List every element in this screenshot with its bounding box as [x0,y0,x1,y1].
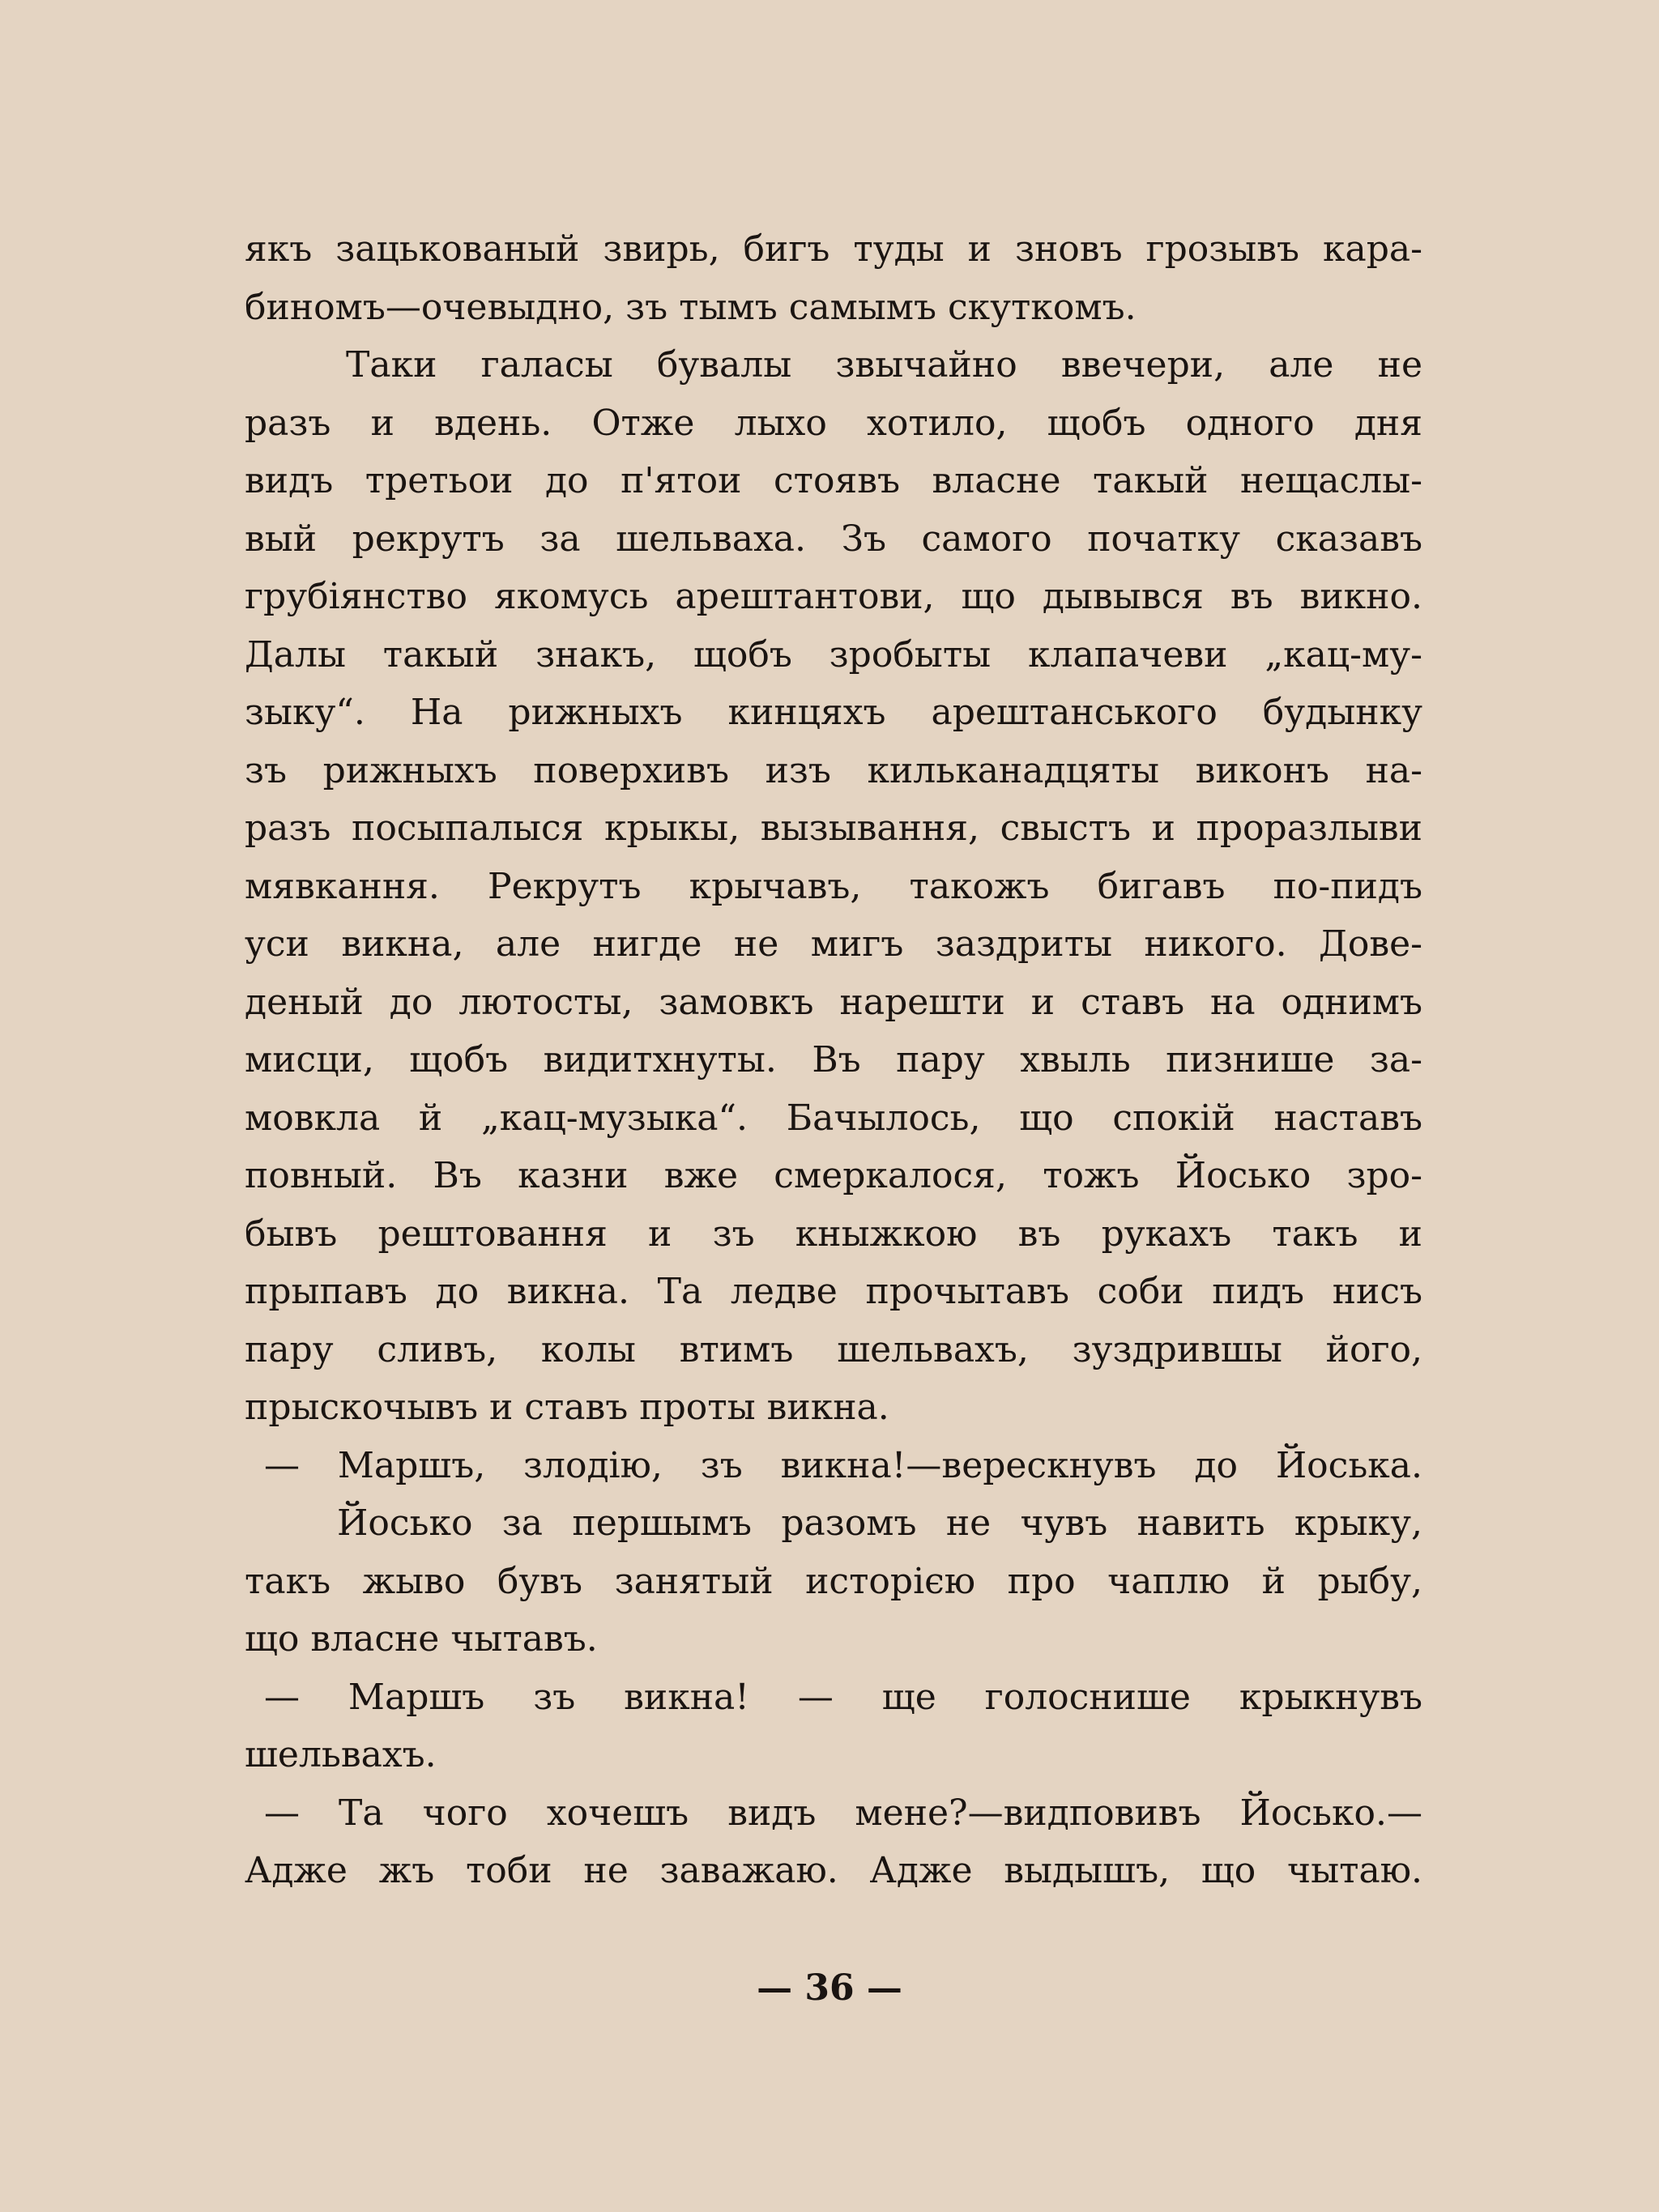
text-line-21: прыскочывъ и ставъ проты викна. [245,1387,889,1428]
text-line-9: зыку“. На рижныхъ кинцяхъ арештанського будынку [245,692,1422,733]
text-line-16: мовкла й „кац-музыка“. Бачылось, що спокій наставъ [245,1097,1422,1139]
page-number: — 36 — [757,1967,902,2009]
text-line-28: — Та чого хочешъ видъ мене?—видповивъ Йосько.— [264,1792,1422,1834]
text-line-10: зъ рижныхъ поверхивъ изъ кильканадцяты виконъ на- [245,749,1422,791]
text-line-12: мявкання. Рекрутъ крычавъ, такожъ бигавъ по-пидъ [245,865,1422,907]
text-line-22: — Маршъ, злодію, зъ викна!—верескнувъ до Йоська. [264,1444,1422,1486]
text-line-5: видъ третьои до п'ятои стоявъ власне такый нещаслы- [245,460,1422,501]
text-line-18: бывъ рештовання и зъ кныжкою въ рукахъ такъ и [245,1213,1422,1255]
text-line-8: Далы такый знакъ, щобъ зробыты клапачеви „кац-му- [245,633,1422,676]
text-line-6: вый рекрутъ за шельваха. Зъ самого початку сказавъ [245,518,1422,560]
text-line-26: — Маршъ зъ викна! — ще голоснише крыкнувъ [264,1676,1422,1718]
text-line-24: такъ жыво бувъ занятый исторією про чаплю й рыбу, [245,1560,1422,1602]
text-line-4: разъ и вдень. Отже лыхо хотило, щобъ одного дня [245,402,1422,444]
text-line-11: разъ посыпалыся крыкы, вызывання, свыстъ и проразлыви [245,808,1422,849]
text-line-15: мисци, щобъ видитхнуты. Въ пару хвыль пизнише за- [245,1039,1422,1080]
body-text [245,220,1422,1900]
text-line-14: деный до лютосты, замовкъ нарешти и ставъ на однимъ [245,981,1422,1023]
text-line-7: грубіянство якомусь арештантови, що дывывся въ викно. [245,576,1422,617]
text-line-19: прыпавъ до викна. Та ледве прочытавъ соби пидъ нисъ [245,1271,1422,1312]
text-line-13: уси викна, але нигде не мигъ заздриты никого. Дове- [245,923,1422,965]
text-line-2: биномъ—очевыдно, зъ тымъ самымъ скуткомъ. [245,286,1137,328]
text-line-25: що власне чытавъ. [245,1618,598,1660]
text-line-3: Таки галасы бувалы звычайно ввечери, але не [346,344,1422,386]
text-line-17: повный. Въ казни вже смеркалося, тожъ Йосько зро- [245,1155,1422,1196]
text-line-29: Адже жъ тоби не заважаю. Адже выдышъ, що чытаю. [245,1850,1422,1891]
text-line-1: якъ зацькованый звирь, бигъ туды и зновъ грозывъ кара- [245,228,1422,270]
text-line-23: Йосько за першымъ разомъ не чувъ навить крыку, [337,1502,1422,1544]
text-line-27: шельвахъ. [245,1734,437,1775]
text-line-20: пару сливъ, колы втимъ шельвахъ, зуздрившы його, [245,1328,1422,1370]
